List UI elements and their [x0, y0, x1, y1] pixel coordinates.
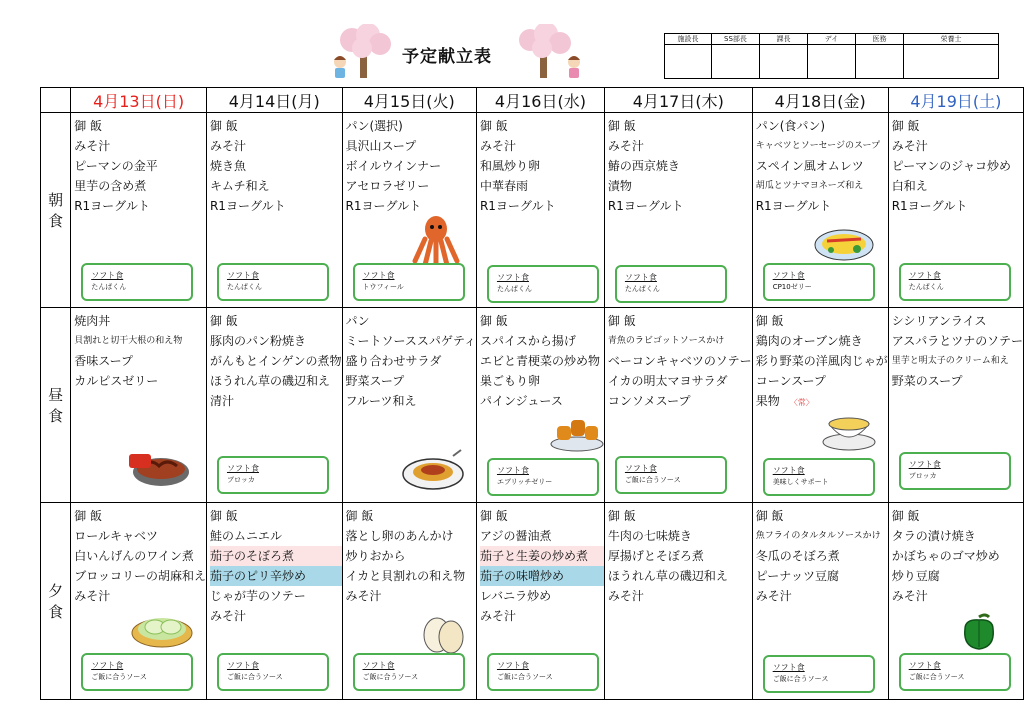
dish: スペイン風オムレツ	[755, 159, 864, 173]
soft-food-label: ソフト食	[496, 273, 529, 282]
approval-stamp-box	[808, 45, 856, 79]
dish: みそ汁	[607, 139, 644, 153]
soft-food-box	[899, 452, 1011, 490]
dish: 牛肉の七味焼き	[607, 529, 692, 543]
menu-cell	[71, 308, 207, 503]
soft-food-label: ソフト食	[496, 466, 529, 475]
dish: 御 飯	[209, 119, 238, 133]
soft-food-label: ソフト食	[772, 271, 805, 280]
menu-cell	[604, 113, 752, 308]
soft-food-value: たんぱくん	[496, 285, 532, 293]
soft-food-value: トウフィール	[362, 283, 404, 291]
dish: パン(食パン)	[755, 119, 826, 133]
menu-cell	[342, 503, 476, 700]
dish: 里芋と明太子のクリーム和え	[891, 356, 1009, 366]
dish: みそ汁	[345, 589, 382, 603]
dish: ほうれん草の磯辺和え	[209, 374, 330, 388]
dish: パン(選択)	[345, 119, 403, 133]
dish: ピーマンの金平	[74, 159, 158, 173]
soft-food-box	[353, 653, 465, 691]
approval-header: 栄養士	[904, 34, 999, 45]
menu-cell	[206, 113, 342, 308]
omelette-plate-illustration	[813, 223, 875, 263]
dish: タラの漬け焼き	[891, 529, 976, 543]
dish: 御 飯	[345, 509, 374, 523]
dish-name: 果物	[755, 394, 780, 408]
soft-food-label: ソフト食	[91, 271, 124, 280]
soft-food-value: ご飯に合うソース	[908, 673, 965, 681]
dish: ピーナッツ豆腐	[755, 569, 839, 583]
soft-food-value: たんぱくん	[908, 283, 944, 291]
page-title: 予定献立表	[402, 47, 492, 67]
dish: ピーマンのジャコ炒め	[891, 159, 1011, 173]
soft-food-value: ご飯に合うソース	[226, 673, 283, 681]
meal-label-lunch: 昼食	[41, 308, 71, 503]
soft-food-label: ソフト食	[772, 663, 805, 672]
soft-food-value: ご飯に合うソース	[91, 673, 147, 681]
approval-stamp-table	[664, 33, 999, 79]
soft-food-label: ソフト食	[624, 464, 657, 473]
soft-food-box	[899, 653, 1011, 691]
dish: パインジュース	[479, 394, 563, 408]
soft-food-box	[615, 265, 727, 303]
dish: R1ヨーグルト	[755, 199, 832, 213]
dish: 魚フライのタルタルソースかけ	[755, 531, 881, 541]
dish: 胡瓜とツナマヨネーズ和え	[755, 181, 864, 191]
soft-food-box	[217, 263, 329, 301]
menu-cell	[476, 113, 604, 308]
dish: 炒りおから	[345, 549, 406, 563]
dish: みそ汁	[607, 589, 644, 603]
dish: ミートソーススパゲティ	[345, 334, 476, 348]
menu-cell	[71, 113, 207, 308]
dish: みそ汁	[74, 139, 111, 153]
eggs-illustration	[421, 609, 465, 657]
soft-food-box	[353, 263, 465, 301]
cabbage-roll-illustration	[129, 603, 195, 649]
dish: 御 飯	[209, 509, 238, 523]
soft-food-label: ソフト食	[362, 271, 395, 280]
dish: アスパラとツナのソテー	[891, 334, 1023, 348]
dish: かぼちゃのゴマ炒め	[891, 549, 1000, 563]
dish: 豚肉のパン粉焼き	[209, 334, 306, 348]
sakura-tree-illustration	[330, 24, 394, 80]
dish-highlighted: 茄子のそぼろ煮	[210, 546, 342, 566]
dish: 焼肉丼	[74, 314, 111, 328]
menu-cell	[752, 503, 888, 700]
approval-stamp-box	[760, 45, 808, 79]
dish: R1ヨーグルト	[74, 199, 150, 213]
dish-highlighted: 茄子と生姜の炒め煮	[480, 546, 604, 566]
soft-food-value: ご飯に合うソース	[496, 673, 553, 681]
soft-food-box	[81, 653, 193, 691]
dish: ベーコンキャベツのソテー	[607, 354, 752, 368]
regular-diet-note: 〈常〉	[789, 398, 814, 407]
dish-highlighted: 茄子のピリ辛炒め	[210, 566, 342, 586]
dish: コンソメスープ	[607, 394, 691, 408]
day-header: 4月19日(土)	[888, 88, 1023, 113]
dish: 御 飯	[891, 119, 920, 133]
dish: 御 飯	[607, 119, 636, 133]
dish: みそ汁	[755, 589, 792, 603]
soft-food-value: ブロッカ	[908, 472, 937, 480]
approval-stamp-box	[712, 45, 760, 79]
menu-cell	[206, 308, 342, 503]
soft-food-value: ご飯に合うソース	[772, 675, 829, 683]
soft-food-value: たんぱくん	[624, 285, 660, 293]
menu-cell	[342, 308, 476, 503]
dish: 御 飯	[74, 509, 103, 523]
meal-label-dinner: 夕食	[41, 503, 71, 700]
soft-food-box	[763, 655, 875, 693]
dish: 和風炒り卵	[479, 159, 540, 173]
soft-food-box	[81, 263, 193, 301]
dish: 御 飯	[209, 314, 238, 328]
dish: ボイルウインナー	[345, 159, 442, 173]
dish: 香味スープ	[74, 354, 134, 368]
meal-label-breakfast: 朝食	[41, 113, 71, 308]
soft-food-label: ソフト食	[908, 661, 941, 670]
dish: 御 飯	[891, 509, 920, 523]
day-header: 4月16日(水)	[476, 88, 604, 113]
dish: 厚揚げとそぼろ煮	[607, 549, 704, 563]
dish: カルピスゼリー	[74, 374, 159, 388]
octopus-sausage-illustration	[411, 211, 461, 267]
dish: 清汁	[209, 394, 234, 408]
approval-header: 課長	[760, 34, 808, 45]
menu-cell	[888, 503, 1023, 700]
dish: 野菜のスープ	[891, 374, 963, 388]
approval-header: SS部長	[712, 34, 760, 45]
dish: イカの明太マヨサラダ	[607, 374, 728, 388]
dish: みそ汁	[479, 139, 516, 153]
soft-food-value: CP10ゼリー	[772, 283, 812, 291]
soft-food-value: ご飯に合うソース	[362, 673, 419, 681]
dish: イカと貝割れの和え物	[345, 569, 466, 583]
day-header: 4月14日(月)	[206, 88, 342, 113]
dish: みそ汁	[891, 139, 928, 153]
dish: スパイスから揚げ	[479, 334, 576, 348]
corner-cell	[41, 88, 71, 113]
dish: キャベツとソーセージのスープ	[755, 141, 881, 151]
soft-food-label: ソフト食	[226, 661, 259, 670]
soft-food-label: ソフト食	[624, 273, 657, 282]
soft-food-value: 美味しくサポート	[772, 478, 829, 486]
dish: R1ヨーグルト	[891, 199, 968, 213]
dish: R1ヨーグルト	[209, 199, 286, 213]
dish: 漬物	[607, 179, 632, 193]
menu-cell	[476, 503, 604, 700]
soft-food-label: ソフト食	[772, 466, 805, 475]
approval-header: デイ	[808, 34, 856, 45]
dish: R1ヨーグルト	[479, 199, 556, 213]
day-header: 4月13日(日)	[71, 88, 207, 113]
soft-food-value: ご飯に合うソース	[624, 476, 681, 484]
approval-header: 施設長	[665, 34, 712, 45]
soft-food-value: エブリッチゼリー	[496, 478, 553, 486]
dish: 鰆の西京焼き	[607, 159, 680, 173]
menu-cell	[476, 308, 604, 503]
dish: 里芋の含め煮	[74, 179, 147, 193]
dish-highlighted: 茄子の味噌炒め	[480, 566, 604, 586]
menu-cell	[888, 113, 1023, 308]
dish: 冬瓜のそぼろ煮	[755, 549, 840, 563]
soft-food-label: ソフト食	[362, 661, 395, 670]
header	[0, 0, 1024, 86]
dish: 炒り豆腐	[891, 569, 940, 583]
corn-soup-illustration	[821, 406, 877, 452]
menu-table	[40, 87, 1024, 700]
dish: 貝割れと切干大根の和え物	[74, 336, 183, 346]
soft-food-value: たんぱくん	[91, 283, 127, 291]
soft-food-box	[487, 653, 599, 691]
dish: ほうれん草の磯辺和え	[607, 569, 728, 583]
dish: エビと青梗菜の炒め物	[479, 354, 600, 368]
dish: 御 飯	[479, 509, 508, 523]
dish: ブロッコリーの胡麻和え	[74, 569, 206, 583]
dish: 鶏肉のオーブン焼き	[755, 334, 863, 348]
soft-food-label: ソフト食	[91, 661, 124, 670]
dish: レバニラ炒め	[479, 589, 552, 603]
approval-stamp-box	[856, 45, 904, 79]
soft-food-label: ソフト食	[226, 271, 259, 280]
dish: みそ汁	[209, 609, 246, 623]
menu-cell	[888, 308, 1023, 503]
dish: フルーツ和え	[345, 394, 417, 408]
soft-food-box	[217, 653, 329, 691]
day-header: 4月15日(火)	[342, 88, 476, 113]
menu-cell	[206, 503, 342, 700]
dish: キムチ和え	[209, 179, 270, 193]
soft-food-label: ソフト食	[908, 271, 941, 280]
dish: がんもとインゲンの煮物	[209, 354, 342, 368]
dish: シシリアンライス	[891, 314, 987, 328]
dish: 青魚のラビゴットソースかけ	[607, 336, 725, 346]
soft-food-box	[899, 263, 1011, 301]
soft-food-label: ソフト食	[496, 661, 529, 670]
dish: 御 飯	[479, 314, 508, 328]
dish: みそ汁	[479, 609, 516, 623]
dish: R1ヨーグルト	[607, 199, 684, 213]
menu-cell	[604, 308, 752, 503]
soft-food-box	[487, 458, 599, 496]
dish: 御 飯	[607, 509, 636, 523]
soft-food-label: ソフト食	[226, 464, 259, 473]
menu-cell	[71, 503, 207, 700]
soft-food-value: たんぱくん	[226, 283, 262, 291]
dish: みそ汁	[891, 589, 928, 603]
dish: 鮭のムニエル	[209, 529, 282, 543]
menu-cell	[604, 503, 752, 700]
dish: 白いんげんのワイン煮	[74, 549, 194, 563]
dish: 御 飯	[607, 314, 636, 328]
dish: コーンスープ	[755, 374, 826, 388]
day-header: 4月17日(木)	[604, 88, 752, 113]
dish: 御 飯	[74, 119, 103, 133]
dish: 巣ごもり卵	[479, 374, 540, 388]
dish: 焼き魚	[209, 159, 246, 173]
spaghetti-plate-illustration	[401, 448, 467, 492]
dish: アセロラゼリー	[345, 179, 430, 193]
dish: じゃが芋のソテー	[209, 589, 306, 603]
menu-cell	[342, 113, 476, 308]
menu-cell	[752, 308, 888, 503]
soft-food-label: ソフト食	[908, 460, 941, 469]
dish: みそ汁	[74, 589, 111, 603]
menu-cell	[752, 113, 888, 308]
dish: 中華春雨	[479, 179, 528, 193]
dish: 御 飯	[755, 314, 784, 328]
dish: パン	[345, 314, 370, 328]
soft-food-box	[615, 456, 727, 494]
approval-header: 医務	[856, 34, 904, 45]
dish: 落とし卵のあんかけ	[345, 529, 454, 543]
soft-food-box	[763, 458, 875, 496]
approval-stamp-box	[665, 45, 712, 79]
dish: ロールキャベツ	[74, 529, 158, 543]
dish: 盛り合わせサラダ	[345, 354, 442, 368]
soft-food-box	[763, 263, 875, 301]
yakiniku-bowl-illustration	[127, 448, 191, 488]
dish: みそ汁	[209, 139, 246, 153]
day-header: 4月18日(金)	[752, 88, 888, 113]
dish: 御 飯	[479, 119, 508, 133]
dish: 御 飯	[755, 509, 784, 523]
dish: アジの醤油煮	[479, 529, 552, 543]
dish: 野菜スープ	[345, 374, 405, 388]
soft-food-box	[217, 456, 329, 494]
soft-food-value: ブロッカ	[226, 476, 255, 484]
green-pepper-illustration	[959, 611, 999, 651]
karaage-illustration	[549, 412, 605, 452]
soft-food-box	[487, 265, 599, 303]
dish: 白和え	[891, 179, 928, 193]
approval-stamp-box	[904, 45, 999, 79]
dish: R1ヨーグルト	[345, 199, 422, 213]
dish: 彩り野菜の洋風肉じゃが	[755, 354, 888, 368]
dish: 具沢山スープ	[345, 139, 417, 153]
sakura-tree-illustration	[516, 24, 586, 80]
